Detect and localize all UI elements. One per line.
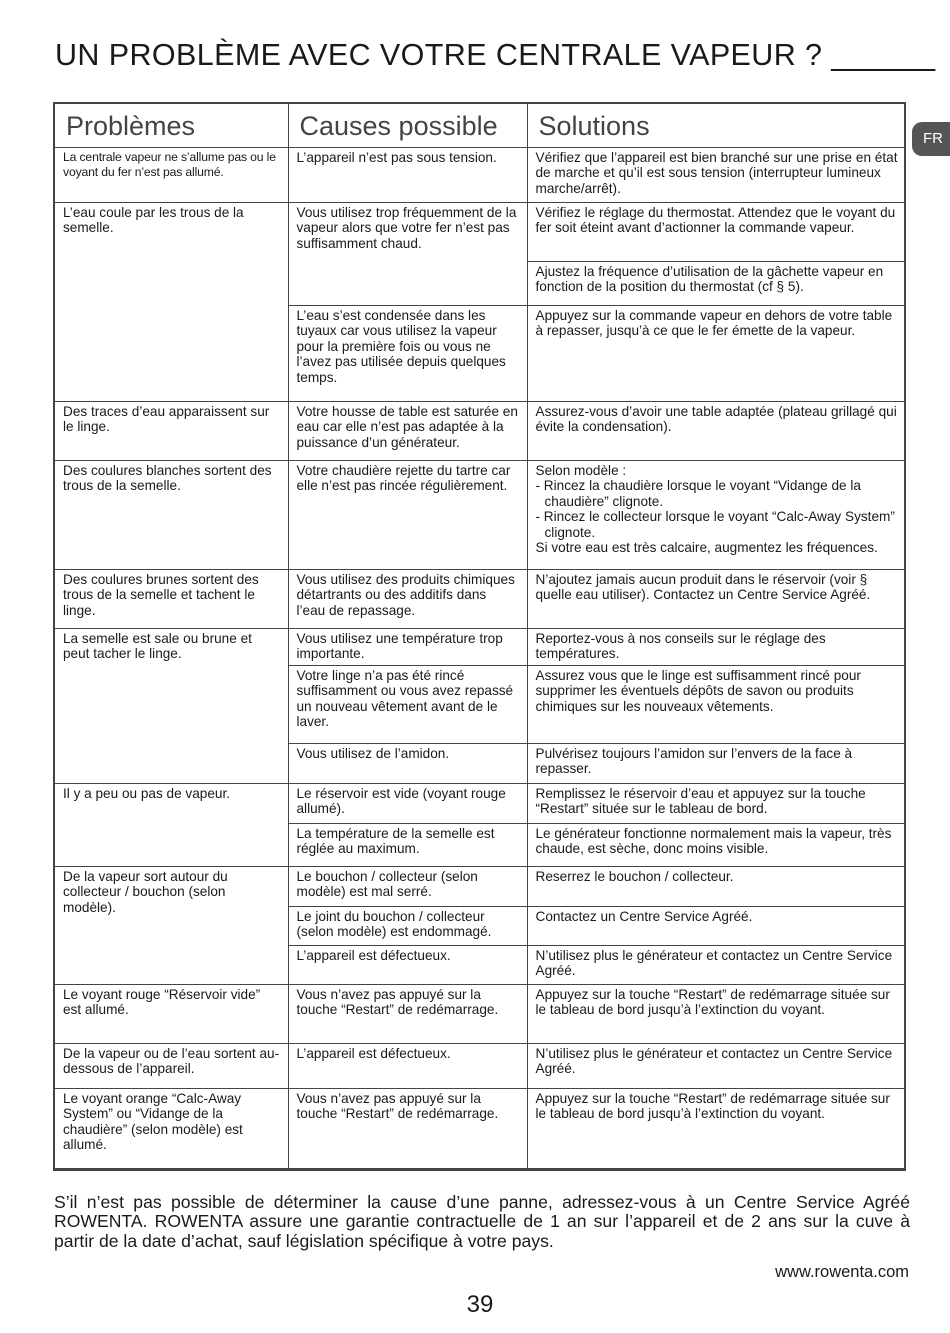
solution-cell: N’utilisez plus le générateur et contactez un Centre Service Agréé. <box>527 946 904 985</box>
cause-cell: L’appareil est défectueux. <box>288 946 527 985</box>
problem-cell: Le voyant rouge “Réservoir vide” est allumé. <box>55 985 288 1044</box>
solution-cell: Appuyez sur la touche “Restart” de redémarrage située sur le tableau de bord jusqu’à l’extinction du voyant. <box>527 985 904 1044</box>
problem-cell: Des coulures blanches sortent des trous de la semelle. <box>55 461 288 570</box>
warranty-note: S’il n’est pas possible de déterminer la cause d’une panne, adressez-vous à un Centre Service Agréé ROWENTA. ROWENTA assure une garantie contractuelle de 1 an sur l’appareil et de 2 ans sur la cuve à partir de la date d’achat, sauf législation spécifique à votre pays. <box>54 1192 910 1251</box>
page-number: 39 <box>466 1291 494 1318</box>
cause-cell: Votre housse de table est saturée en eau car elle n’est pas adaptée à la puissance d’un générateur. <box>288 402 527 461</box>
troubleshooting-table <box>53 102 906 1171</box>
solution-cell: Le générateur fonctionne normalement mais la vapeur, très chaude, est sèche, donc moins visible. <box>527 824 904 867</box>
solution-cell: Assurez-vous d’avoir une table adaptée (plateau grillagé qui évite la condensation). <box>527 402 904 461</box>
website-link[interactable]: www.rowenta.com <box>775 1263 909 1281</box>
cause-cell: Vous utilisez des produits chimiques détartrants ou des additifs dans l’eau de repassage. <box>288 570 527 629</box>
solution-cell: Appuyez sur la commande vapeur en dehors de votre table à repasser, jusqu’à ce que le fer émette de la vapeur. <box>527 306 904 402</box>
problem-cell: Des coulures brunes sortent des trous de la semelle et tachent le linge. <box>55 570 288 629</box>
header-causes: Causes possible <box>288 104 527 148</box>
header-problems: Problèmes <box>55 104 288 148</box>
table-row <box>55 1044 904 1089</box>
solution-cell: Contactez un Centre Service Agréé. <box>527 907 904 946</box>
solution-list-item: - Rincez le collecteur lorsque le voyant “Calc-Away System” clignote. <box>535 509 895 540</box>
table-row <box>55 985 904 1044</box>
table-row <box>55 784 904 824</box>
cause-cell: Votre chaudière rejette du tartre car elle n’est pas rincée régulièrement. <box>288 461 527 570</box>
table-row <box>55 1089 904 1169</box>
solution-cell: Appuyez sur la touche “Restart” de redémarrage située sur le tableau de bord jusqu’à l’extinction du voyant. <box>527 1089 904 1169</box>
cause-cell: Le joint du bouchon / collecteur (selon modèle) est endommagé. <box>288 907 527 946</box>
table-row <box>55 867 904 907</box>
solution-list-item: - Rincez la chaudière lorsque le voyant “Vidange de la chaudière” clignote. <box>535 478 861 509</box>
solution-cell: Assurez vous que le linge est suffisamment rincé pour supprimer les éventuels dépôts de savon ou produits chimiques sur les nouveaux vêtements. <box>527 666 904 744</box>
table-row <box>55 203 904 262</box>
table-row <box>55 570 904 629</box>
solution-cell: Vérifiez que l’appareil est bien branché sur une prise en état de marche et qu’il est sous tension (interrupteur lumineux marche/arrêt). <box>527 148 904 203</box>
solution-cell: Remplissez le réservoir d’eau et appuyez sur la touche “Restart” située sur le tableau de bord. <box>527 784 904 824</box>
cause-cell: L’appareil est défectueux. <box>288 1044 527 1089</box>
problem-cell: De la vapeur ou de l’eau sortent au-dessous de l’appareil. <box>55 1044 288 1089</box>
table-row <box>55 148 904 203</box>
cause-cell: Votre linge n’a pas été rincé suffisamment ou vous avez repassé un nouveau vêtement avant de le laver. <box>288 666 527 744</box>
header-solutions: Solutions <box>527 104 904 148</box>
table-row <box>55 461 904 570</box>
cause-cell: L’eau s’est condensée dans les tuyaux car vous utilisez la vapeur pour la première fois ou vous ne l’avez pas utilisée depuis quelques temps. <box>288 306 527 402</box>
solution-cell: N’ajoutez jamais aucun produit dans le réservoir (voir § quelle eau utiliser). Contactez un Centre Service Agréé. <box>527 570 904 629</box>
cause-cell: Vous utilisez une température trop importante. <box>288 629 527 666</box>
cause-cell: Vous utilisez de l’amidon. <box>288 744 527 784</box>
page-title: UN PROBLÈME AVEC VOTRE CENTRALE VAPEUR ? ______ <box>55 38 936 72</box>
table-header-row <box>55 104 904 148</box>
problem-cell: L’eau coule par les trous de la semelle. <box>55 203 288 402</box>
solution-cell: Pulvérisez toujours l’amidon sur l’envers de la face à repasser. <box>527 744 904 784</box>
solution-intro: Selon modèle : <box>535 463 627 478</box>
cause-cell: Vous utilisez trop fréquemment de la vapeur alors que votre fer n’est pas suffisamment chaud. <box>288 203 527 306</box>
solution-cell: N’utilisez plus le générateur et contactez un Centre Service Agréé. <box>527 1044 904 1089</box>
table-row <box>55 402 904 461</box>
problem-cell: Il y a peu ou pas de vapeur. <box>55 784 288 867</box>
problem-cell: La semelle est sale ou brune et peut tacher le linge. <box>55 629 288 784</box>
problem-cell: De la vapeur sort autour du collecteur / bouchon (selon modèle). <box>55 867 288 985</box>
solution-cell: Vérifiez le réglage du thermostat. Attendez que le voyant du fer soit éteint avant d’actionner la commande vapeur. <box>527 203 904 262</box>
table-row <box>55 629 904 666</box>
solution-outro: Si votre eau est très calcaire, augmentez les fréquences. <box>535 540 878 556</box>
cause-cell: La température de la semelle est réglée au maximum. <box>288 824 527 867</box>
solution-cell: Ajustez la fréquence d’utilisation de la gâchette vapeur en fonction de la position du thermostat (cf § 5). <box>527 262 904 306</box>
problem-cell: Le voyant orange “Calc-Away System” ou “Vidange de la chaudière” (selon modèle) est allumé. <box>55 1089 288 1169</box>
cause-cell: Le bouchon / collecteur (selon modèle) est mal serré. <box>288 867 527 907</box>
cause-cell: L’appareil n’est pas sous tension. <box>288 148 527 203</box>
problem-cell: Des traces d’eau apparaissent sur le linge. <box>55 402 288 461</box>
cause-cell: Le réservoir est vide (voyant rouge allumé). <box>288 784 527 824</box>
cause-cell: Vous n’avez pas appuyé sur la touche “Restart” de redémarrage. <box>288 1089 527 1169</box>
solution-cell <box>527 461 904 570</box>
problem-cell: La centrale vapeur ne s’allume pas ou le voyant du fer n’est pas allumé. <box>55 148 288 203</box>
solution-cell: Reserrez le bouchon / collecteur. <box>527 867 904 907</box>
language-tab: FR <box>912 122 950 156</box>
solution-cell: Reportez-vous à nos conseils sur le réglage des températures. <box>527 629 904 666</box>
cause-cell: Vous n’avez pas appuyé sur la touche “Restart” de redémarrage. <box>288 985 527 1044</box>
